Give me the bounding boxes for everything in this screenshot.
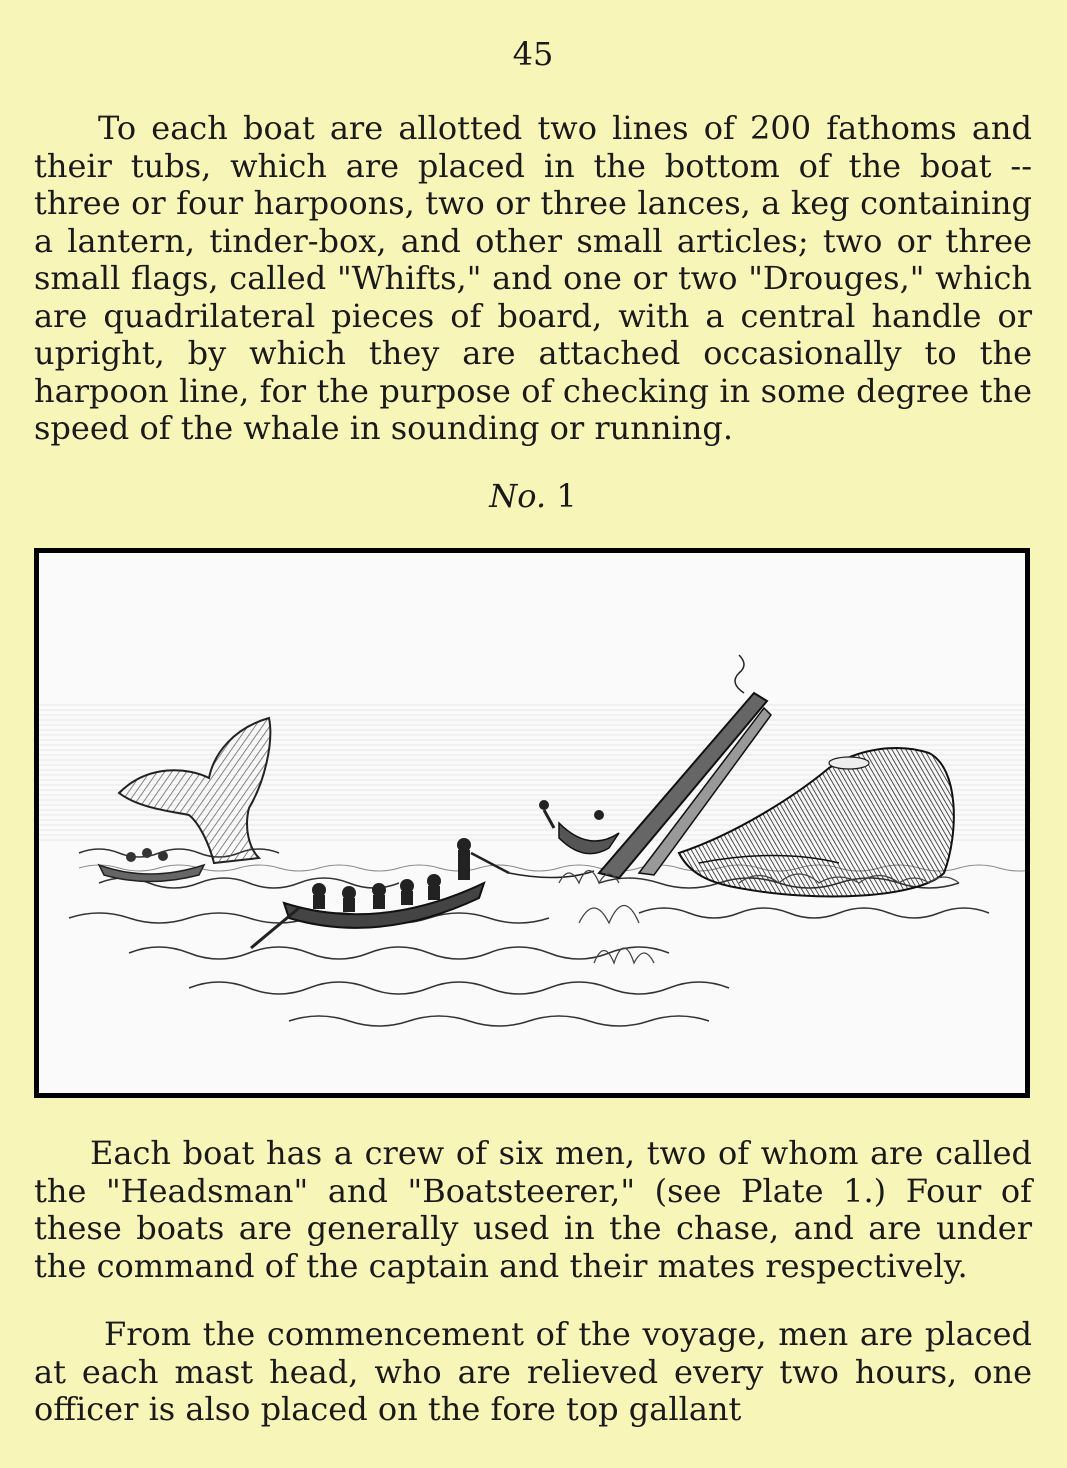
paragraph-whaleboat-equipment: To each boat are allotted two lines of 200 fathoms and their tubs, which are placed in the bottom of the boat -- three or four harpoons, two or three lances, a keg containing a lantern, tinder-box, and other small articles; two or three small flags, called "Whifts," and one or two "Drouges," which are quadrilateral pieces of board, with a central handle or upright, by which they are attached occasionally to the harpoon line, for the purpose of checking in some degree the speed of the whale in sounding or running. bbox=[34, 109, 1032, 447]
harpoon-line bbox=[509, 871, 594, 878]
page-number: 45 bbox=[512, 35, 554, 73]
main-whaleboat bbox=[251, 838, 594, 948]
steering-oar bbox=[251, 908, 299, 948]
whaling-scene-engraving bbox=[39, 553, 1025, 1093]
plate-caption-number: 1 bbox=[556, 477, 577, 515]
plate-caption bbox=[34, 476, 1032, 516]
paragraph-boat-crew: Each boat has a crew of six men, two of whom are called the "Headsman" and "Boatsteerer," (see Plate 1.) Four of these boats are generally used in the chase, and are under the command of the captain and their mates respectively. bbox=[34, 1134, 1032, 1285]
plate-caption-prefix: No. bbox=[489, 477, 547, 515]
paragraph-mast-head-watch: From the commencement of the voyage, men are placed at each mast head, who are relieved every two hours, one officer is also placed on the fore top gallant bbox=[34, 1315, 1032, 1428]
distant-boat bbox=[99, 848, 204, 882]
plate-illustration bbox=[34, 548, 1030, 1098]
